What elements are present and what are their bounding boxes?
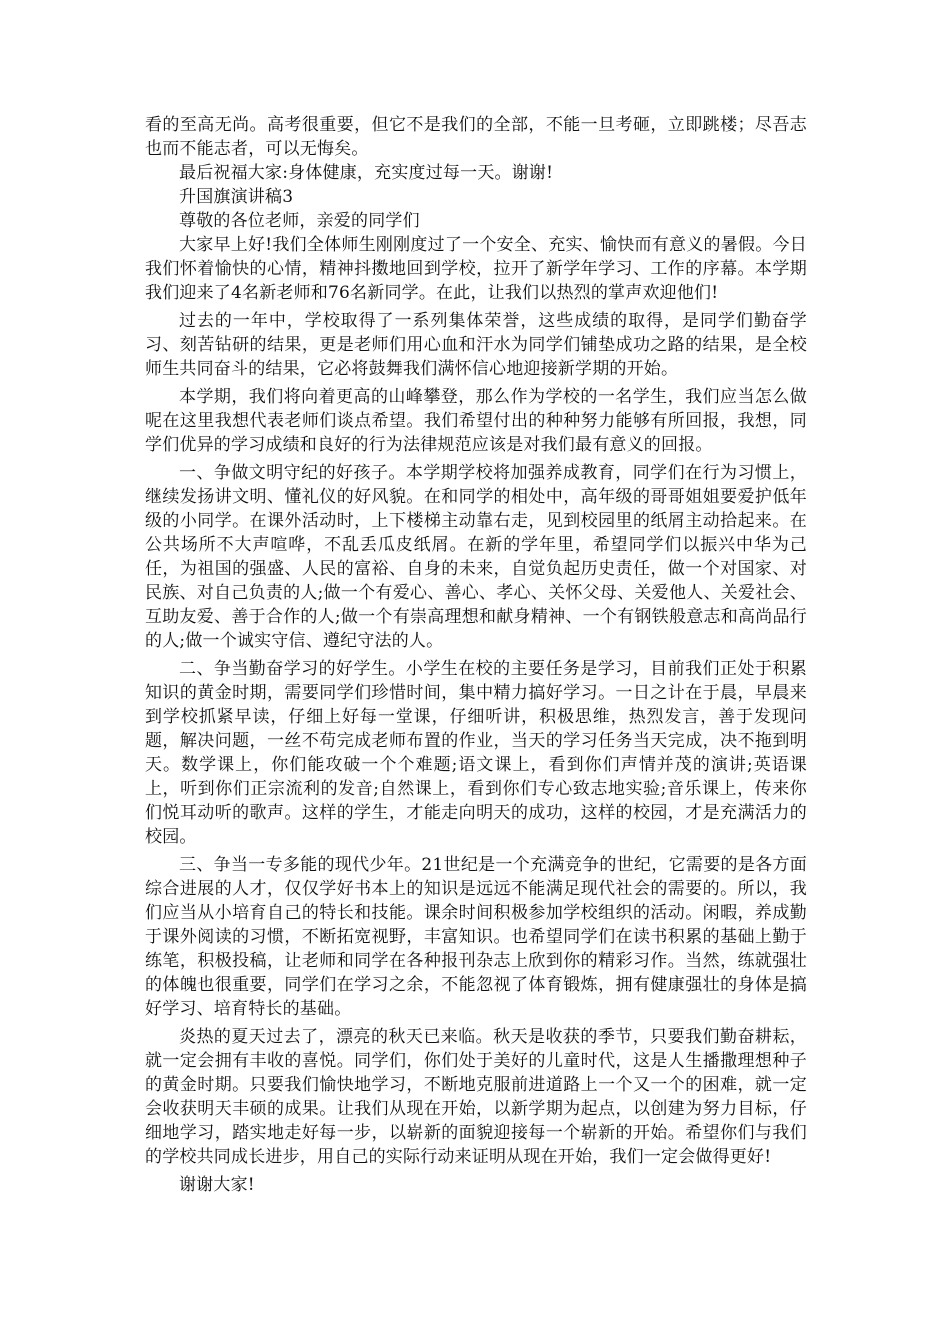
paragraph-past-year: 过去的一年中，学校取得了一系列集体荣誉，这些成绩的取得，是同学们勤奋学习、刻苦钻研的结果，更是老师们用心血和汗水为同学们铺垫成功之路的结果，是全校师生共同奋斗的结果，它必将鼓舞我们满怀信心地迎接新学期的开始。 [145,311,807,379]
paragraph-thanks: 谢谢大家! [179,1175,255,1195]
paragraph-this-term: 本学期，我们将向着更高的山峰攀登，那么作为学校的一名学生，我们应当怎么做呢在这里我想代表老师们谈点希望。我们希望付出的种种努力能够有所回报，我想，同学们优异的学习成绩和良好的行为法律规范应该是对我们最有意义的回报。 [145,387,807,455]
salutation: 尊敬的各位老师，亲爱的同学们 [179,211,420,231]
paragraph-point-two: 二、争当勤奋学习的好学生。小学生在校的主要任务是学习，目前我们正处于积累知识的黄金时期，需要同学们珍惜时间，集中精力搞好学习。一日之计在于晨，早晨来到学校抓紧早读，仔细上好每一堂课，仔细听讲，积极思维，热烈发言，善于发现问题，解决问题，一丝不苟完成老师布置的作业，当天的学习任务当天完成，决不拖到明天。数学课上，你们能攻破一个个难题;语文课上，看到你们声情并茂的演讲;英语课上，听到你们正宗流利的发音;自然课上，看到你们专心致志地实验;音乐课上，传来你们悦耳动听的歌声。这样的学生，才能走向明天的成功，这样的校园，才是充满活力的校园。 [145,659,807,847]
paragraph-closing-wishes: 最后祝福大家:身体健康，充实度过每一天。谢谢! [179,163,554,183]
paragraph-opening-continuation: 看的至高无尚。高考很重要，但它不是我们的全部，不能一旦考砸，立即跳楼；尽吾志也而不能志者，可以无悔矣。 [145,115,807,159]
paragraph-conclusion: 炎热的夏天过去了，漂亮的秋天已来临。秋天是收获的季节，只要我们勤奋耕耘，就一定会拥有丰收的喜悦。同学们，你们处于美好的儿童时代，这是人生播撒理想种子的黄金时期。只要我们愉快地学习，不断地克服前进道路上一个又一个的困难，就一定会收获明天丰硕的成果。让我们从现在开始，以新学期为起点，以创建为努力目标，仔细地学习，踏实地走好每一步，以崭新的面貌迎接每一个崭新的开始。希望你们与我们的学校共同成长进步，用自己的实际行动来证明从现在开始，我们一定会做得更好! [145,1027,807,1167]
document-body [145,113,807,1197]
paragraph-point-one: 一、争做文明守纪的好孩子。本学期学校将加强养成教育，同学们在行为习惯上，继续发扬讲文明、懂礼仪的好风貌。在和同学的相处中，高年级的哥哥姐姐要爱护低年级的小同学。在课外活动时，上下楼梯主动靠右走，见到校园里的纸屑主动拾起来。在公共场所不大声喧哗，不乱丢瓜皮纸屑。在新的学年里，希望同学们以振兴中华为己任，为祖国的强盛、人民的富裕、自身的未来，自觉负起历史责任，做一个对国家、对民族、对自己负责的人;做一个有爱心、善心、孝心、关怀父母、关爱他人、关爱社会、互助友爱、善于合作的人;做一个有崇高理想和献身精神、一个有钢铁般意志和高尚品行的人;做一个诚实守信、遵纪守法的人。 [145,463,807,651]
paragraph-greeting: 大家早上好!我们全体师生刚刚度过了一个安全、充实、愉快而有意义的暑假。今日我们怀着愉快的心情，精神抖擞地回到学校，拉开了新学年学习、工作的序幕。本学期我们迎来了4名新老师和76名新同学。在此，让我们以热烈的掌声欢迎他们! [145,235,807,303]
paragraph-point-three: 三、争当一专多能的现代少年。21世纪是一个充满竞争的世纪，它需要的是各方面综合进展的人才，仅仅学好书本上的知识是远远不能满足现代社会的需要的。所以，我们应当从小培育自己的特长和技能。课余时间积极参加学校组织的活动。闲暇，养成勤于课外阅读的习惯，不断拓宽视野，丰富知识。也希望同学们在读书积累的基础上勤于练笔，积极投稿，让老师和同学在各种报刊杂志上欣到你的精彩习作。当然，练就强壮的体魄也很重要，同学们在学习之余，不能忽视了体育锻炼，拥有健康强壮的身体是搞好学习、培育特长的基础。 [145,855,807,1019]
speech-title: 升国旗演讲稿3 [179,187,294,207]
